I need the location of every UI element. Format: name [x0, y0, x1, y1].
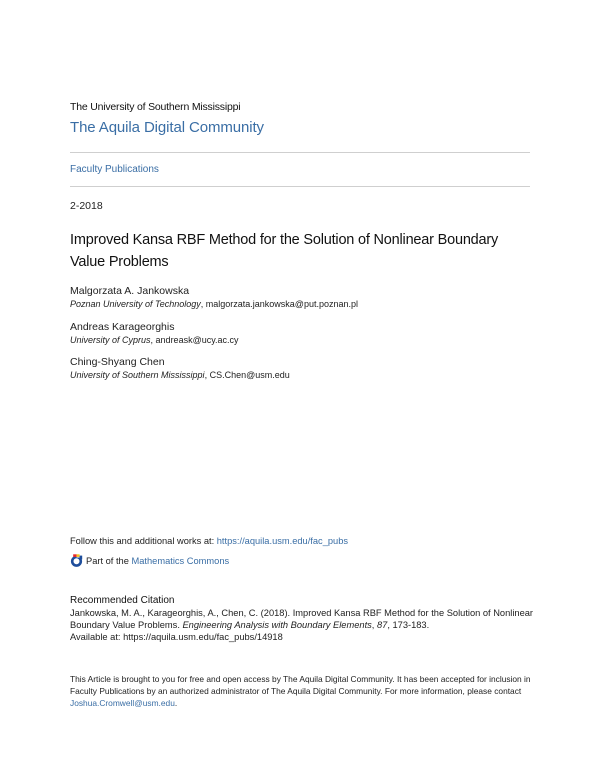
author-name: Ching-Shyang Chen — [70, 356, 165, 368]
author-institution: University of Cyprus — [70, 335, 151, 345]
publication-date: 2-2018 — [70, 200, 103, 212]
author-institution: Poznan University of Technology — [70, 299, 201, 309]
divider — [70, 152, 530, 153]
citation-journal: Engineering Analysis with Boundary Elements — [182, 620, 372, 630]
digital-commons-icon — [70, 554, 83, 567]
citation-available-prefix: Available at: — [70, 632, 124, 642]
author-entry — [70, 284, 358, 310]
divider — [70, 186, 530, 187]
author-affiliation: University of Southern Mississippi, CS.Chen@usm.edu — [70, 370, 290, 380]
contact-email-link[interactable]: Joshua.Cromwell@usm.edu — [70, 698, 175, 708]
author-email: malgorzata.jankowska@put.poznan.pl — [205, 299, 358, 309]
author-institution: University of Southern Mississippi — [70, 370, 205, 380]
follow-prefix: Follow this and additional works at: — [70, 536, 217, 546]
author-name: Andreas Karageorghis — [70, 321, 175, 333]
citation-main: Jankowska, M. A., Karageorghis, A., Chen, C. (2018). Improved Kansa RBF Method for the Solution of Nonlinear Boundary Value Problems. — [70, 608, 534, 630]
notice-end: . — [174, 698, 178, 708]
part-of-line — [70, 554, 229, 567]
citation-text — [70, 607, 540, 643]
author-email: andreask@ucy.ac.cy — [155, 335, 239, 345]
author-email: CS.Chen@usm.edu — [209, 370, 290, 380]
university-name: The University of Southern Mississippi — [70, 101, 241, 113]
repository-title-link[interactable]: The Aquila Digital Community — [70, 119, 264, 136]
author-affiliation: University of Cyprus, andreask@ucy.ac.cy — [70, 335, 239, 345]
author-entry — [70, 355, 290, 381]
citation-separator: , — [371, 620, 377, 630]
author-affiliation: Poznan University of Technology, malgorzata.jankowska@put.poznan.pl — [70, 299, 358, 309]
part-of-prefix: Part of the — [86, 555, 129, 566]
article-title: Improved Kansa RBF Method for the Solution of Nonlinear Boundary Value Problems — [70, 232, 499, 270]
collection-url-link[interactable]: https://aquila.usm.edu/fac_pubs — [216, 536, 349, 546]
author-name: Malgorzata A. Jankowska — [70, 285, 190, 297]
citation-url: https://aquila.usm.edu/fac_pubs/14918 — [123, 632, 283, 642]
notice-text: This Article is brought to you for free and open access by The Aquila Digital Community. It has been accepted for inclusion in Faculty Publications by an authorized administrator of The Aquila Digital Community. For more information, please contact — [70, 674, 531, 696]
recommended-citation-heading: Recommended Citation — [70, 595, 175, 606]
mathematics-commons-link[interactable]: Mathematics Commons — [131, 555, 230, 566]
citation-volume: 87 — [376, 620, 388, 630]
citation-pages: , 173-183. — [387, 620, 430, 630]
follow-line — [70, 536, 348, 546]
author-entry — [70, 320, 239, 346]
open-access-notice — [70, 673, 540, 709]
collection-link[interactable]: Faculty Publications — [70, 164, 159, 175]
